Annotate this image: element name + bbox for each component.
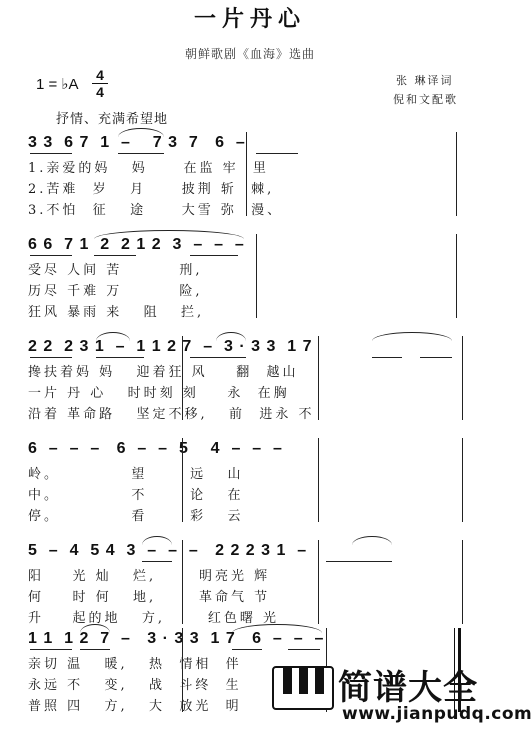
lyric-verse-3: 沿着 革命路 坚定不移, 前 进永 不 (28, 407, 315, 422)
notation-line: 5 – 4 5 4 3 – – – 2 2 2 3 1 – (28, 542, 308, 559)
barline (256, 234, 257, 318)
lyric-verse-2: 中。 不 论 在 (28, 488, 244, 503)
score-system-2 (0, 232, 500, 342)
beam-underline (420, 357, 452, 358)
score-system-4 (0, 436, 500, 546)
lyric-verse-1: 亲切 温 暖, 热 情相 伴 (28, 657, 242, 672)
beam-underline (372, 357, 402, 358)
barline (318, 540, 319, 624)
key-signature: 1 = ♭A (36, 76, 79, 93)
lyric-verse-3: 升 起的地 方, 红色曙 光 (28, 611, 279, 626)
brand-name: 简谱大全 (338, 668, 478, 708)
score-system-1 (0, 130, 500, 240)
piano-black-key (299, 668, 308, 694)
lyric-verse-1: 搀扶着妈 妈 迎着狂 风 翻 越山 (28, 365, 299, 380)
lyric-verse-3: 停。 看 彩 云 (28, 509, 244, 524)
lyric-verse-3: 普照 四 方, 大 放光 明 (28, 699, 242, 714)
expression-marking: 抒情、充满希望地 (56, 112, 169, 127)
barline (318, 336, 319, 420)
lyric-verse-2: 历尽 千难 万 险, (28, 284, 203, 299)
piano-black-key (315, 668, 324, 694)
barline (182, 336, 183, 420)
score-system-3 (0, 334, 500, 444)
lyric-verse-2: 2.苦难 岁 月 披荆 斩 棘, (28, 182, 275, 197)
notation-line: 6 – – – 6 – – 5 4 – – – (28, 440, 283, 457)
slur (352, 536, 392, 545)
lyric-verse-2: 永远 不 变, 战 斗终 生 (28, 678, 242, 693)
notation-line: 6 6 7 1 2 2 1 2 3 – – – (28, 236, 245, 253)
lyric-verse-1: 1.亲爱的妈 妈 在监 牢 里 (28, 161, 269, 176)
watermark-logo (272, 660, 532, 730)
beam-underline (326, 561, 392, 562)
beam-underline (256, 153, 298, 154)
brand-site: www.jianpudq.com (342, 704, 532, 724)
barline (462, 336, 463, 420)
piano-black-key (283, 668, 292, 694)
arranger-credit: 倪和文配歌 (393, 93, 458, 106)
barline (182, 540, 183, 624)
barline (462, 438, 463, 522)
lyric-verse-2: 一片 丹 心 时时刻 刻 永 在胸 (28, 386, 290, 401)
barline (318, 438, 319, 522)
lyric-verse-3: 狂风 暴雨 来 阻 拦, (28, 305, 205, 320)
barline (246, 132, 247, 216)
notation-line: 2 2 2 3 1 – 1 1 2 7 – 3 · 3 3 1 7 (28, 338, 313, 355)
notation-line: 1 1 1 2 7 – 3 · 3 3 1 7 6 – – – (28, 630, 325, 647)
lyric-verse-1: 岭。 望 远 山 (28, 467, 244, 482)
barline (182, 628, 183, 712)
meter-top: 4 (96, 67, 104, 83)
translator-credit: 张 琳译词 (396, 74, 454, 87)
piano-keys-icon (272, 666, 334, 710)
song-subtitle: 朝鲜歌剧《血海》选曲 (184, 47, 315, 61)
time-signature (92, 68, 108, 99)
lyric-verse-2: 何 时 何 地, 革命气 节 (28, 590, 271, 605)
lyric-verse-1: 阳 光 灿 烂, 明亮光 辉 (28, 569, 271, 584)
notation-line: 3 3 6 7 1 – 7 3 7 6 – (28, 134, 246, 151)
lyric-verse-3: 3.不怕 征 途 大雪 弥 漫、 (28, 203, 284, 218)
barline (182, 438, 183, 522)
barline (456, 132, 457, 216)
lyric-verse-1: 受尽 人间 苦 刑, (28, 263, 203, 278)
barline (456, 234, 457, 318)
barline (462, 540, 463, 624)
meter-bottom: 4 (96, 84, 104, 100)
song-title: 一片丹心 (193, 6, 306, 32)
slur (372, 332, 452, 341)
